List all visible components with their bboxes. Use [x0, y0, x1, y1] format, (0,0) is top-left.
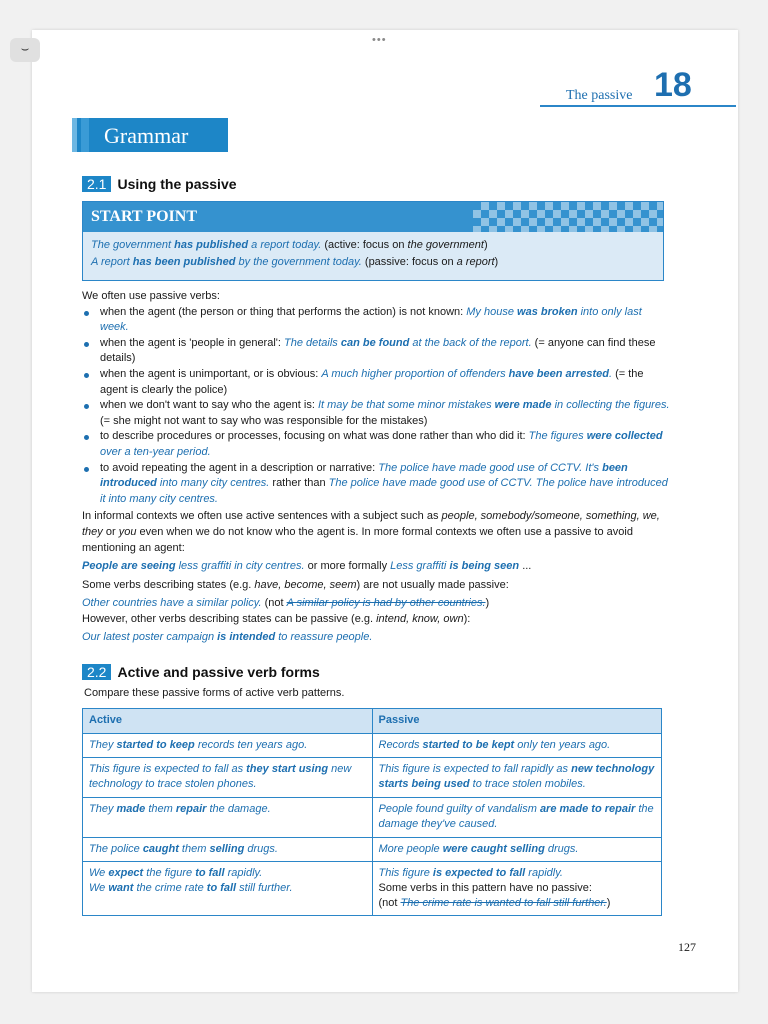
active-passive-table	[82, 708, 662, 916]
example-similar-policy: Other countries have a similar policy. (not A similar policy is had by other countries.)	[82, 597, 490, 610]
more-options-icon[interactable]: •••	[372, 34, 387, 46]
table-row: This figure is expected to fall as they start using new technology to trace stolen phones. This figure is expected to fall rapidly as new technology starts being used to trace stolen mobiles.	[83, 758, 662, 798]
section-number: 2.2	[82, 664, 111, 680]
section-title: Using the passive	[117, 176, 237, 192]
grammar-banner	[72, 118, 228, 152]
bullet-item: when the agent is 'people in general': The details can be found at the back of the report. (= anyone can find these details)	[82, 336, 670, 367]
bullet-item: when the agent (the person or thing that performs the action) is not known: My house was broken into only last week.	[82, 305, 670, 336]
grammar-label: Grammar	[104, 123, 189, 148]
example-people-seeing: People are seeing less graffiti in city centres. or more formally Less graffiti is being seen ...	[82, 560, 532, 573]
bullet-item: to describe procedures or processes, focusing on what was done rather than who did it: The figures were collected over a ten-year period.	[82, 429, 670, 460]
section-number: 2.1	[82, 176, 111, 192]
table-row: The police caught them selling drugs. More people were caught selling drugs.	[83, 838, 662, 862]
table-row: They made them repair the damage. People found guilty of vandalism are made to repair the damage they've caused.	[83, 798, 662, 838]
section-2-2-heading	[82, 664, 320, 680]
chapter-rule	[540, 105, 736, 107]
table-row: We expect the figure to fall rapidly. We want the crime rate to fall still further. This figure is expected to fall rapidly. Some verbs in this pattern have no passive: (not The crime rate is wanted to fall still further.)	[83, 862, 662, 916]
example-poster-campaign: Our latest poster campaign is intended to reassure people.	[82, 631, 373, 644]
start-point-heading: START POINT	[83, 202, 663, 232]
back-button[interactable]: ⌣	[10, 38, 40, 62]
bullet-item: when the agent is unimportant, or is obvious: A much higher proportion of offenders have been arrested. (= the agent is clearly the police)	[82, 367, 670, 398]
section-title: Active and passive verb forms	[117, 664, 320, 680]
start-point-line-2: A report has been published by the government today. (passive: focus on a report)	[91, 256, 499, 268]
column-header-active: Active	[83, 709, 373, 734]
section-2-1-heading	[82, 176, 237, 192]
explanation-text	[82, 289, 670, 646]
chapter-number: 18	[654, 66, 692, 104]
page-number: 127	[678, 940, 696, 954]
column-header-passive: Passive	[372, 709, 662, 734]
informal-contexts-text: In informal contexts we often use active sentences with a subject such as people, somebody/someone, something, we, they or you even when we do not know who the agent is. In more formal contexts we often use a passive to avoid mentioning an agent:	[82, 510, 660, 554]
table-row: They started to keep records ten years ago. Records started to be kept only ten years ago.	[83, 734, 662, 758]
state-verbs-text: Some verbs describing states (e.g. have, become, seem) are not usually made passive:	[82, 578, 509, 591]
chapter-title: The passive	[566, 88, 633, 103]
bullet-item: when we don't want to say who the agent is: It may be that some minor mistakes were made in collecting the figures. (= she might not want to say who was responsible for the mistakes)	[82, 398, 670, 429]
start-point-line-1: The government has published a report today. (active: focus on the government)	[91, 239, 488, 251]
bullet-item: to avoid repeating the agent in a description or narrative: The police have made good use of CCTV. It's been introduced into many city centres. rather than The police have made good use of CCTV. The police have introduced it into many city centres.	[82, 461, 670, 508]
start-point-box	[82, 201, 664, 281]
intro-text: We often use passive verbs:	[82, 290, 220, 302]
compare-text: Compare these passive forms of active verb patterns.	[84, 687, 345, 699]
state-verbs-passive-text: However, other verbs describing states can be passive (e.g. intend, know, own):	[82, 612, 471, 625]
